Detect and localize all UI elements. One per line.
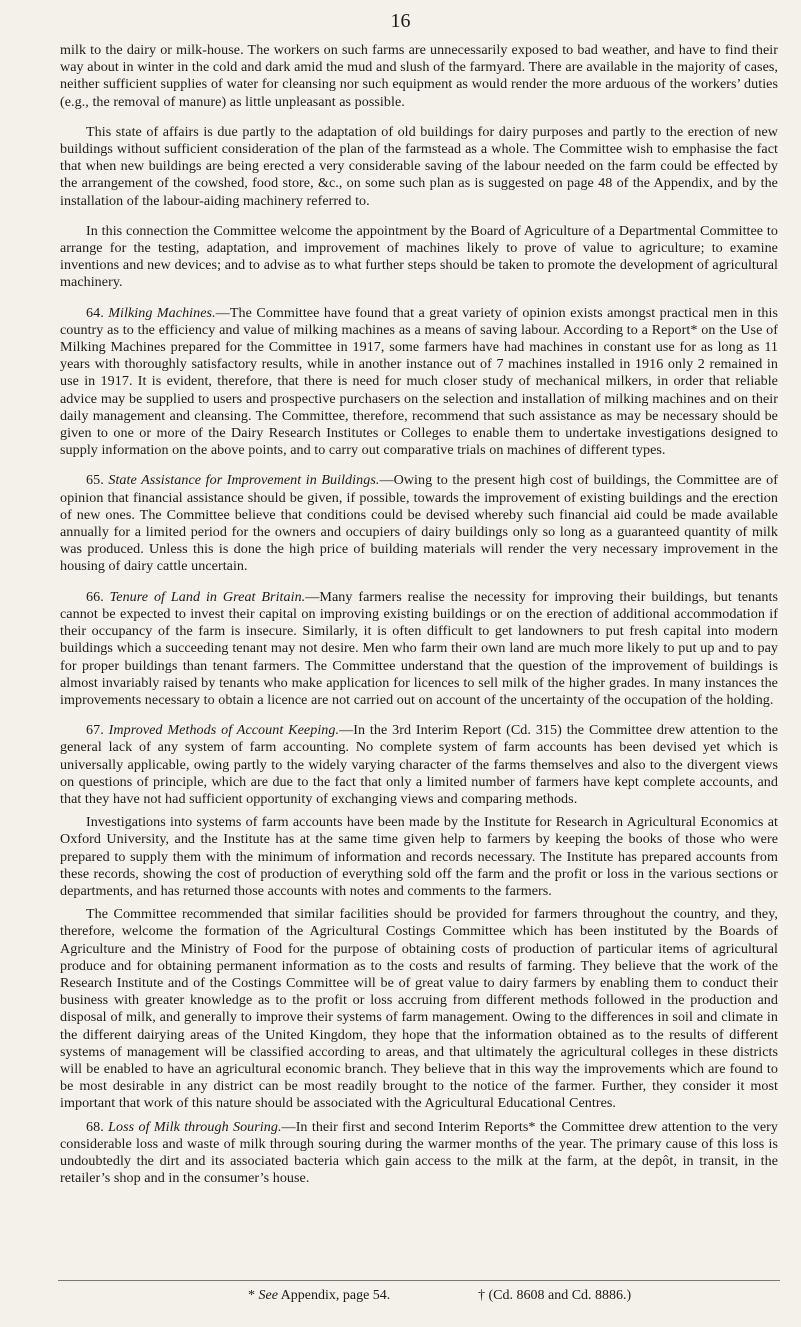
section-text: —Owing to the present high cost of buildings, the Committee are of opinion that financial assistance should be given, if possible, towards the improvement of existing buildings and the erection of new ones. The Committee believe that conditions could be devised whereby such financial aid could be made available annually for a limited period for the owners and occupiers of dairy buildings only so long as a guaranteed quantity of milk was produced. Unless this is done the high price of building materials will render the very necessary improvement in the housing of dairy cattle uncertain.	[60, 472, 778, 575]
section-65	[60, 472, 778, 575]
section-heading: Improved Methods of Account Keeping.	[108, 722, 340, 739]
paragraph: The Committee recommended that similar facilities should be provided for farmers throughout the country, and they, therefore, welcome the formation of the Agricultural Costings Committee which has been instituted by the Boards of Agriculture and the Ministry of Food for the purpose of obtaining costs of production of particular items of agricultural produce and for obtaining permanent information as to the costs and results of farming. They believe that the work of the Research Institute and of the Costings Committee will be of great value to dairy farmers by enabling them to conduct their business with greater knowledge as to the profit or loss accruing from different methods followed in the production and disposal of milk, and generally to improve their systems of farm management. Owing to the differences in soil and climate in the different dairying areas of the United Kingdom, they hope that the information obtained as to the results of different systems of management will be classified according to areas, and that ultimately the agricultural colleges in these districts will be enabled to have an agricultural economic branch. They believe that in this way the improvements which are found to be most desirable in any district can be most readily brought to the notice of the farmer. Further, they consider it most important that work of this nature should be associated with the Agricultural Educational Centres.	[60, 906, 778, 1112]
section-67	[60, 722, 778, 808]
page-number: 16	[390, 10, 411, 32]
section-heading: Milking Machines.	[108, 304, 216, 321]
footnote-appendix: * See Appendix, page 54.	[248, 1288, 391, 1303]
section-68	[60, 1119, 778, 1188]
section-number: 64.	[86, 304, 104, 321]
paragraph: Investigations into systems of farm accounts have been made by the Institute for Research in Agricultural Economics at Oxford University, and the Institute has at the same time given help to farmers by keeping the books of those who were prepared to supply them with the minimum of information and records necessary. The Institute has prepared accounts from these records, showing the cost of production of everything sold off the farm and the profit or loss in the various sections or departments, and has returned those accounts with notes and comments to the farmers.	[60, 814, 778, 899]
section-number: 67.	[86, 722, 104, 739]
section-heading: State Assistance for Improvement in Buildings.	[108, 472, 380, 489]
section-heading: Loss of Milk through Souring.	[108, 1118, 282, 1135]
section-64	[60, 305, 778, 460]
section-number: 66.	[86, 588, 104, 605]
footnote-divider	[58, 1280, 780, 1281]
section-66	[60, 589, 778, 709]
section-heading: Tenure of Land in Great Britain.	[109, 588, 306, 605]
paragraph: This state of affairs is due partly to the adaptation of old buildings for dairy purposes and partly to the erection of new buildings without sufficient consideration of the plan of the farmstead as a whole. The Committee wish to emphasise the fact that when new buildings are being erected a very considerable saving of the labour needed on the farm could be effected by the arrangement of the cowshed, food store, &c., on some such plan as is suggested on page 48 of the Appendix, and by the installation of the labour-aiding machinery referred to.	[60, 123, 778, 209]
section-text: —In their first and second Interim Reports* the Committee drew attention to the very considerable loss and waste of milk through souring during the warmer months of the year. The primary cause of this loss is undoubtedly the dirt and its associated bacteria which gain access to the milk at the farm, at the depôt, in transit, in the retailer’s shop and in the consumer’s house.	[60, 1118, 778, 1187]
section-text: —In the 3rd Interim Report (Cd. 315) the Committee drew attention to the general lack of any system of farm accounting. No complete system of farm accounts has been devised yet which is universally applicable, owing partly to the widely varying character of the farms themselves and also to the divergent views on questions of principle, which are due to the fact that only a limited number of farmers have kept complete accounts, and that they have not had sufficient opportunity of exchanging views and comparing methods.	[60, 722, 779, 807]
paragraph: In this connection the Committee welcome the appointment by the Board of Agriculture of a Departmental Committee to arrange for the testing, adaptation, and improvement of machines likely to prove of value to agriculture; to examine inventions and new devices; and to advise as to what further steps should be taken to promote the development of agricultural machinery.	[60, 222, 778, 291]
section-number: 68.	[86, 1118, 104, 1135]
section-number: 65.	[86, 472, 104, 489]
paragraph: milk to the dairy or milk-house. The workers on such farms are unnecessarily exposed to bad weather, and have to find their way about in winter in the cold and dark amid the mud and slush of the farmyard. There are available in the majority of cases, neither sufficient supplies of water for cleansing nor such equipment as would render the more arduous of the workers’ duties (e.g., the removal of manure) as little unpleasant as possible.	[60, 42, 778, 110]
section-text: —Many farmers realise the necessity for improving their buildings, but tenants cannot be expected to invest their capital on improving existing buildings or on the erection of additional accommodation if their occupancy of the farm is insecure. Similarly, it is often difficult to get landowners to put fresh capital into modern buildings which a succeeding tenant may not desire. Men who farm their own land are much more likely to put up and to pay for proper buildings than tenant farmers. The Committee understand that the question of the improvement of buildings is almost invariably raised by tenants who make application for licences to sell milk of the higher grades. In many instances the improvements necessary to obtain a licence are not carried out on account of the uncertainty of the occupation of the holding.	[60, 588, 779, 708]
page-body	[60, 42, 778, 1187]
footnote-command-papers: † (Cd. 8608 and Cd. 8886.)	[478, 1288, 632, 1303]
section-text: —The Committee have found that a great variety of opinion exists amongst practical men in this country as to the efficiency and value of milking machines as a means of saving labour. According to a Report* on the Use of Milking Machines prepared for the Committee in 1917, some farmers have had machines in constant use for as long as 11 years with thoroughly satisfactory results, while in another instance out of 7 machines installed in 1916 only 2 remained in use in 1917. It is evident, therefore, that there is need for much closer study of mechanical milkers, in order that reliable advice may be supplied to users and prospective purchasers on the selection and installation of milking machines and on their daily management and cleansing. The Committee, therefore, recommend that such assistance as may be necessary should be given to one or more of the Dairy Research Institutes or Colleges to enable them to undertake investigations designed to supply information on the above points, and to carry out comparative trials on machines of different types.	[60, 304, 779, 459]
